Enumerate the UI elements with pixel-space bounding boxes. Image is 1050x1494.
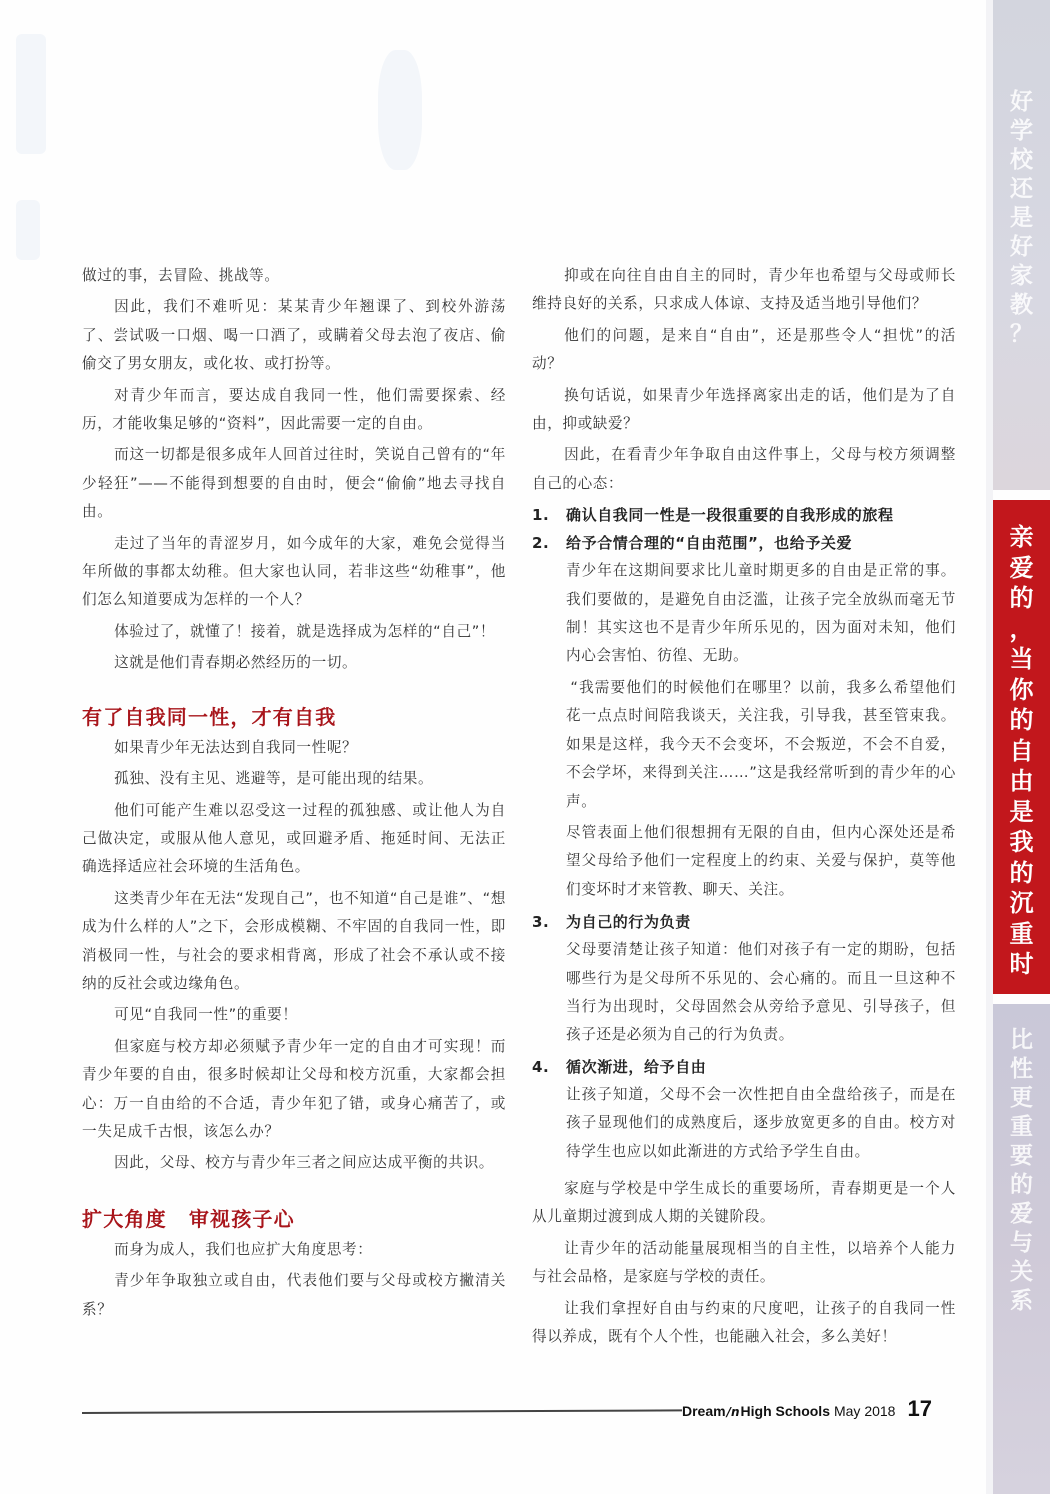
list-number: 4. — [532, 1057, 550, 1076]
tab-label-char: 我 — [1009, 828, 1034, 856]
paragraph: 青少年在这期间要求比儿童时期更多的自由是正常的事。我们要做的，是避免自由泛滥，让孩子完全放纵而毫无节制！其实这也不是青少年所乐见的，因为面对未知，他们内心会害怕、彷徨、无助。 — [566, 562, 956, 665]
tab-label-char: 关 — [1010, 1259, 1033, 1285]
list-number: 2. — [532, 534, 550, 553]
tab-label-char: 与 — [1010, 1230, 1033, 1256]
issue-date: May 2018 — [833, 1403, 896, 1419]
paragraph: 这就是他们青春期必然经历的一切。 — [114, 654, 358, 672]
tab-label-char: 是 — [1010, 205, 1033, 231]
bleed-through-artifact — [378, 50, 422, 170]
paragraph: 他们可能产生难以忍受这一过程的孤独感、或让他人为自己做决定，或服从他人意见，或回避矛盾、拖延时间、无法正确选择适应社会环境的生活角色。 — [82, 801, 506, 876]
list-title: 给予合情合理的“自由范围”，也给予关爱 — [566, 534, 853, 553]
list-item-body — [532, 936, 956, 1050]
list-number: 1. — [532, 506, 550, 525]
tab-label-char: 你 — [1009, 675, 1034, 704]
tab-label-char: 爱 — [1010, 1201, 1033, 1227]
tab-label-char: ？ — [1010, 321, 1033, 347]
magazine-brand-in: /n — [726, 1405, 740, 1419]
tab-label-char: 要 — [1010, 1143, 1033, 1169]
tab-label-char: 校 — [1010, 147, 1033, 173]
paragraph: 让青少年的活动能量展现相当的自主性，以培养个人能力与社会品格，是家庭与学校的责任。 — [532, 1239, 956, 1286]
left-column — [82, 262, 506, 1327]
page-footer — [682, 1396, 932, 1422]
tab-label-char: 爱 — [1009, 553, 1034, 582]
tab-label-char: 系 — [1010, 1288, 1033, 1314]
list-item-heading — [532, 501, 956, 529]
list-title: 确认自我同一性是一段很重要的自我形成的旅程 — [566, 506, 894, 525]
list-item-heading — [532, 908, 956, 936]
list-item-body — [532, 557, 956, 904]
tab-label-char: 当 — [1009, 645, 1034, 673]
tab-good-school-or-parenting[interactable] — [993, 0, 1050, 490]
tab-label-char: 的 — [1009, 706, 1034, 734]
quote-paragraph: “我需要他们的时候他们在哪里？以前，我多么希望他们花一点点时间陪我谈天，关注我，引导我，甚至管束我。如果是这样，我今天不会变坏，不会叛逆，不会不自爱，不会学坏，来得到关注……”这是我经常听到的青少年的心声。 — [566, 678, 956, 810]
tab-label-char: 好 — [1010, 89, 1033, 115]
tab-label-char: 性 — [1010, 1056, 1033, 1082]
paragraph: 因此，在看青少年争取自由这件事上，父母与校方须调整自己的心态： — [532, 446, 956, 492]
paragraph: 对青少年而言，要达成自我同一性，他们需要探索、经历，才能收集足够的“资料”，因此需要一定的自由。 — [82, 386, 506, 433]
section-heading-self-identity: 有了自我同一性，才有自我 — [82, 704, 337, 729]
tab-label-char: 重 — [1010, 1114, 1033, 1140]
list-item-body — [532, 1081, 956, 1166]
tab-label-char: 学 — [1010, 118, 1033, 144]
tab-label-char: 沉 — [1009, 889, 1034, 917]
heading-part-2: 审视孩子心 — [188, 1206, 295, 1231]
tab-label-char: 的 — [1009, 858, 1034, 887]
paragraph: 换句话说，如果青少年选择离家出走的话，他们是为了自由，抑或缺爱？ — [532, 386, 956, 433]
page-number: 17 — [907, 1396, 932, 1421]
paragraph: 抑或在向往自由自主的同时，青少年也希望与父母或师长维持良好的关系，只求成人体谅、支持及适当地引导他们？ — [532, 267, 956, 313]
tab-love-and-relationship[interactable] — [993, 1004, 1050, 1494]
bleed-through-artifact — [16, 34, 46, 154]
tab-label-char: 由 — [1009, 767, 1034, 795]
tab-label-char: 亲 — [1009, 523, 1034, 551]
paragraph: 而身为成人，我们也应扩大角度思考： — [114, 1240, 373, 1258]
tab-label-char: ， — [1009, 614, 1034, 643]
tab-strip-gutter — [986, 0, 993, 1494]
paragraph: 这类青少年在无法“发现自己”，也不知道“自己是谁”、“想成为什么样的人”之下，会形成模糊、不牢固的自我同一性，即消极同一性，与社会的要求相背离，形成了社会不承认或不接纳的反社会或边缘角色。 — [82, 889, 506, 992]
paragraph: 走过了当年的青涩岁月，如今成年的大家，难免会觉得当年所做的事都太幼稚。但大家也认同，若非这些“幼稚事”，他们怎么知道要成为怎样的一个人？ — [82, 534, 506, 609]
list-title: 为自己的行为负责 — [566, 913, 691, 932]
tab-label-char: 好 — [1010, 234, 1033, 260]
paragraph: 他们的问题，是来自“自由”，还是那些令人“担忧”的活动？ — [532, 326, 956, 373]
section-heading-broaden-perspective — [82, 1204, 506, 1234]
tab-label-char: 自 — [1009, 736, 1034, 765]
paragraph: 孤独、没有主见、逃避等，是可能出现的结果。 — [114, 770, 434, 788]
paragraph: 家庭与学校是中学生成长的重要场所，青春期更是一个人从儿童期过渡到成人期的关键阶段。 — [532, 1179, 956, 1226]
magazine-brand: Dream — [682, 1403, 726, 1419]
paragraph: 青少年争取独立或自由，代表他们要与父母或校方撇清关系？ — [82, 1272, 506, 1318]
paragraph: 父母要清楚让孩子知道：他们对孩子有一定的期盼，包括哪些行为是父母所不乐见的、会心痛的。而且一旦这种不当行为出现时，父母固然会从旁给予意见、引导孩子，但孩子还是必须为自己的行为负责。 — [566, 941, 956, 1044]
tab-label-char: 重 — [1009, 919, 1034, 948]
list-title: 循次渐进，给予自由 — [566, 1057, 707, 1076]
paragraph: 如果青少年无法达到自我同一性呢？ — [114, 738, 358, 756]
paragraph: 体验过了，就懂了！接着，就是选择成为怎样的“自己”！ — [114, 622, 496, 640]
list-item-heading — [532, 529, 956, 557]
list-number: 3. — [532, 913, 550, 932]
paragraph: 让我们拿捏好自由与约束的尺度吧，让孩子的自我同一性得以养成，既有个人个性，也能融入社会，多么美好！ — [532, 1299, 956, 1345]
paragraph: 尽管表面上他们很想拥有无限的自由，但内心深处还是希望父母给予他们一定程度上的约束、关爱与保护，莫等他们变坏时才来管教、聊天、关注。 — [566, 823, 956, 898]
paragraph: 让孩子知道，父母不会一次性把自由全盘给孩子，而是在孩子显现他们的成熟度后，逐步放宽更多的自由。校方对待学生也应以如此渐进的方式给予学生自由。 — [566, 1085, 956, 1160]
list-item-heading — [532, 1053, 956, 1081]
tab-label-char: 是 — [1009, 797, 1034, 826]
tab-label-char: 更 — [1010, 1085, 1033, 1111]
tab-label-char: 比 — [1010, 1027, 1033, 1053]
tab-dear-your-freedom-active[interactable] — [993, 500, 1050, 994]
paragraph: 做过的事，去冒险、挑战等。 — [82, 267, 280, 284]
right-column — [532, 262, 956, 1354]
paragraph: 但家庭与校方却必须赋予青少年一定的自由才可实现！而青少年要的自由，很多时候却让父母和校方沉重，大家都会担心：万一自由给的不合适，青少年犯了错，或身心痛苦了，或一失足成千古恨，该怎么办？ — [82, 1037, 506, 1140]
bleed-through-artifact — [16, 200, 40, 260]
paragraph: 可见“自我同一性”的重要！ — [114, 1006, 298, 1024]
tab-label-char: 时 — [1009, 950, 1034, 978]
tab-label-char: 家 — [1010, 263, 1033, 289]
heading-part-1: 扩大角度 — [82, 1206, 167, 1231]
paragraph: 而这一切都是很多成年人回首过往时，笑说自己曾有的“年少轻狂”——不能得到想要的自由时，便会“偷偷”地去寻找自由。 — [82, 446, 506, 521]
paragraph: 因此，父母、校方与青少年三者之间应达成平衡的共识。 — [114, 1154, 494, 1172]
tab-label-char: 还 — [1010, 176, 1033, 202]
tab-label-char: 的 — [1009, 584, 1034, 612]
footer-divider — [82, 1409, 682, 1413]
tab-label-char: 的 — [1010, 1172, 1033, 1198]
paragraph: 因此，我们不难听见：某某青少年翘课了、到校外游荡了、尝试吸一口烟、喝一口酒了，或瞒着父母去泡了夜店、偷偷交了男女朋友，或化妆、或打扮等。 — [82, 298, 506, 373]
tab-label-char: 教 — [1010, 292, 1033, 318]
magazine-brand-suffix: High Schools — [740, 1403, 830, 1419]
